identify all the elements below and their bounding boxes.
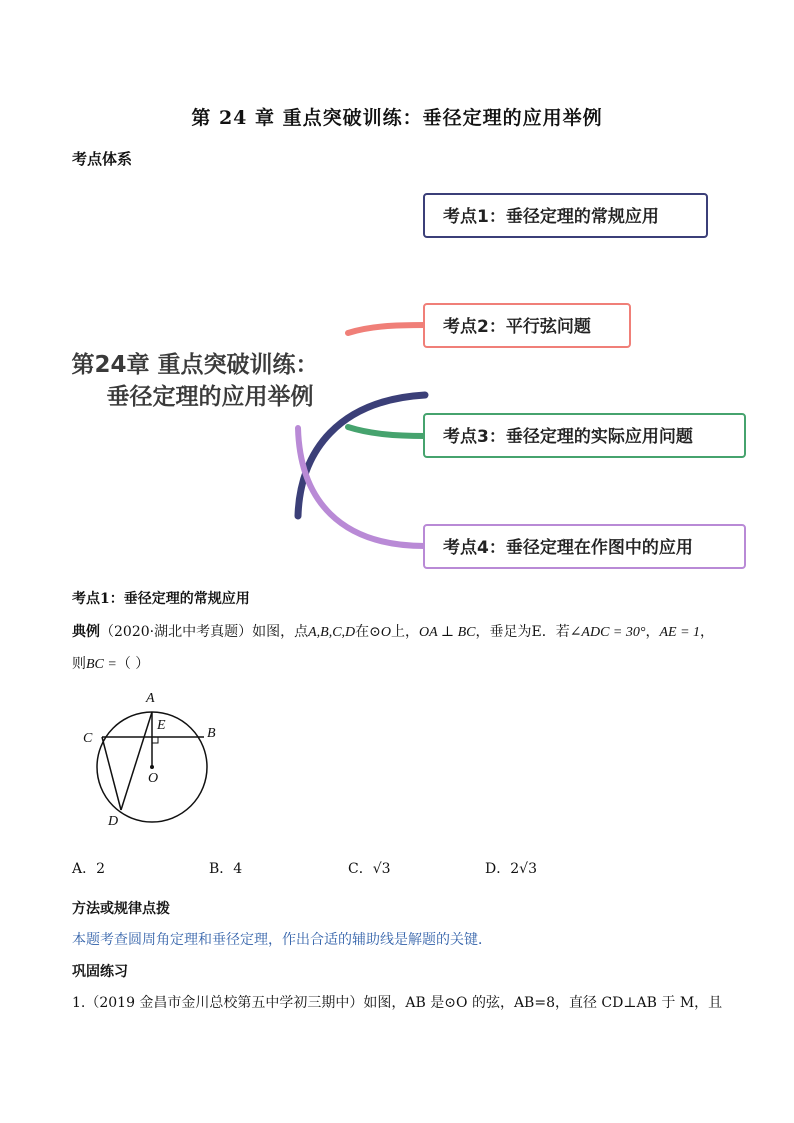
option-d: D．2√3	[485, 861, 537, 877]
section-heading-system: 考点体系	[72, 150, 133, 168]
label-D: D	[108, 814, 119, 829]
option-b: B．4	[209, 861, 243, 877]
example-text-f: ，	[700, 624, 715, 640]
right-angle-mark	[152, 737, 158, 743]
example-circle: ⊙O	[369, 625, 391, 640]
mind-map	[0, 180, 794, 580]
example-angle: ∠ADC = 30°	[569, 625, 646, 640]
segment-AD	[121, 712, 152, 810]
page-title: 第 24 章 重点突破训练：垂径定理的应用举例	[191, 107, 603, 129]
example-bc: BC =	[86, 657, 117, 672]
node-3-label: 考点3：垂径定理的实际应用问题	[443, 427, 693, 447]
node-2-label: 考点2：平行弦问题	[443, 317, 591, 337]
example-text-e: ，	[645, 624, 660, 640]
label-C: C	[83, 731, 93, 746]
option-c: C．√3	[348, 861, 391, 877]
kp1-heading: 考点1：垂径定理的常规应用	[72, 591, 250, 607]
label-E: E	[157, 718, 166, 733]
example-text-a: 如图，点	[252, 624, 309, 640]
example-source: （2020·湖北中考真题）	[100, 624, 253, 640]
answer-options	[72, 858, 712, 880]
label-B: B	[207, 726, 216, 741]
example-line1	[72, 621, 714, 641]
example-text-d: ，垂足为E．若	[475, 624, 570, 640]
example-line2	[72, 653, 149, 673]
label-A: A	[146, 691, 155, 706]
node-1-label: 考点1：垂径定理的常规应用	[443, 207, 659, 227]
example-perp: OA ⊥ BC	[419, 625, 476, 640]
method-text: 本题考查圆周角定理和垂径定理，作出合适的辅助线是解题的关键．	[72, 932, 492, 948]
method-heading: 方法或规律点拨	[72, 901, 170, 917]
example-text-c: 上，	[391, 624, 419, 640]
segment-CD	[102, 737, 121, 810]
example-label: 典例	[72, 624, 100, 640]
central-topic-line2: 垂径定理的应用举例	[106, 384, 314, 410]
circle-figure	[72, 685, 252, 830]
connector-node2	[348, 325, 425, 333]
option-a: A．2	[72, 861, 106, 877]
node-4-label: 考点4：垂径定理在作图中的应用	[443, 538, 693, 558]
example-line2-a: 则	[72, 656, 86, 672]
connector-node3	[348, 427, 425, 436]
practice-heading: 巩固练习	[72, 964, 128, 980]
example-points: A,B,C,D	[308, 625, 356, 640]
question-1-text: 1.（2019 金昌市金川总校第五中学初三期中）如图，AB 是⊙O 的弦，AB=8，直径 CD⊥AB 于 M，且	[72, 995, 723, 1011]
label-O: O	[148, 771, 159, 786]
example-ae: AE = 1	[659, 625, 701, 640]
center-dot	[150, 765, 154, 769]
central-topic-line1: 第24章 重点突破训练：	[71, 352, 319, 378]
example-blank: （ ）	[116, 656, 150, 672]
example-text-b: 在	[355, 624, 370, 640]
